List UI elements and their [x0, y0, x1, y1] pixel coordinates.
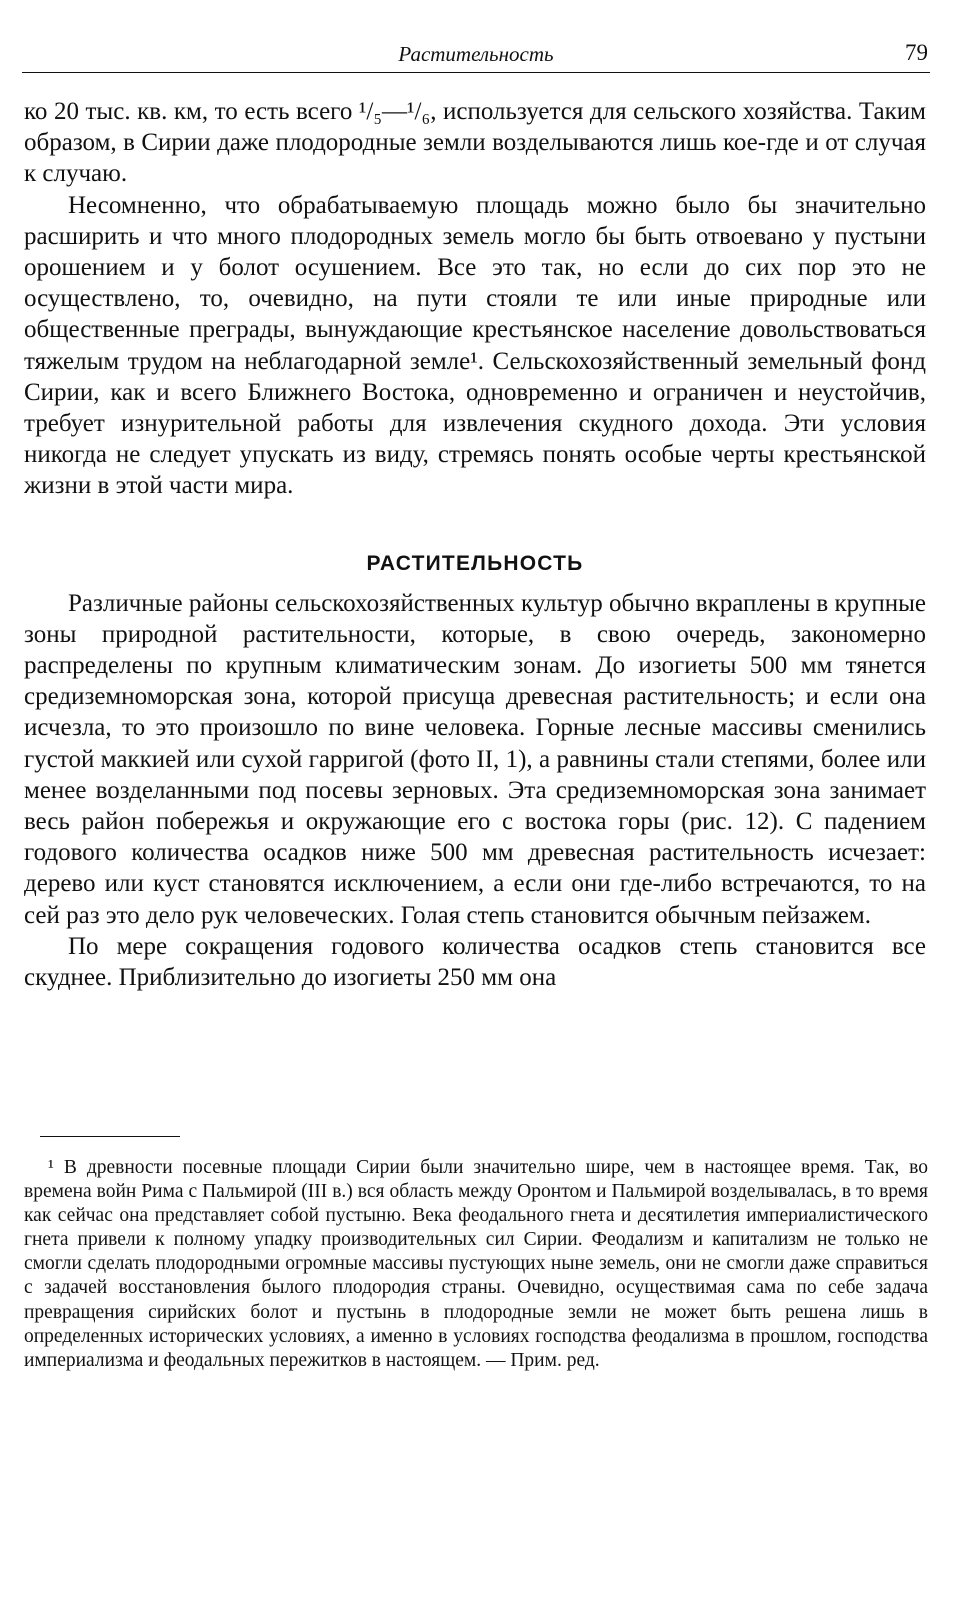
footnote-divider — [40, 1136, 180, 1137]
footnote — [24, 1156, 928, 1373]
section-heading: РАСТИТЕЛЬНОСТЬ — [366, 551, 584, 575]
paragraph-cultivated-area: Несомненно, что обрабатываемую площадь можно было бы значительно расширить и что много плодородных земель могло бы быть отвоевано у пустыни орошением и у болот осушением. Все это так, но если до сих пор это не осуществлено, то, очевидно, на пути стояли те или иные природные или общественные преграды, вынуждающие крестьянское население довольствоваться тяжелым трудом на неблагодарной земле¹. Сельскохозяйственный земельный фонд Сирии, как и всего Ближнего Востока, одновременно и ограничен и неустойчив, требует изнурительной работы для извлечения скудного дохода. Эти условия никогда не следует упускать из виду, стремясь понять особые черты крестьянской жизни в этой части мира. — [24, 191, 926, 500]
running-title: Растительность — [398, 42, 554, 66]
footnote-text: ¹ В древности посевные площади Сирии были значительно шире, чем в настоящее время. Так, во времена войн Рима с Пальмирой (III в.) вся область между Оронтом и Пальмирой возделывалась, в то время как сейчас она представляет собой пустыню. Века феодального гнета и десятилетия империалистического гнета привели к полному упадку производительных сил Сирии. Феодализм и капитализм не только не смогли сделать плодородными огромные массивы пустующих ныне земель, они не смогли даже справиться с задачей восстановления былого плодородия страны. Очевидно, осуществимая сама по себе задача превращения сирийских болот и пустынь в плодородные земли не может быть решена лишь в определенных исторических условиях, а именно в условиях господства феодализма в прошлом, господства империализма и феодальных пережитков в настоящем. — Прим. ред. — [24, 1157, 928, 1371]
paragraph-steppe: По мере сокращения годового количества осадков степь становится все скуднее. Приблизительно до изогиеты 250 мм она — [24, 932, 926, 992]
main-text — [24, 96, 926, 993]
paragraph-vegetation-zones: Различные районы сельскохозяйственных культур обычно вкраплены в крупные зоны природной растительности, которые, в свою очередь, закономерно распределены по крупным климатическим зонам. До изогиеты 500 мм тянется средиземноморская зона, которой присуща древесная растительность; и если она исчезла, то это произошло по вине человека. Горные лесные массивы сменились густой маккией или сухой гарригой (фото II, 1), а равнины стали степями, более или менее возделанными под посевы зерновых. Эта средиземноморская зона занимает весь район побережья и окружающие его с востока горы (рис. 12). С падением годового количества осадков ниже 500 мм древесная растительность исчезает: дерево или куст становятся исключением, а если они где-либо встречаются, то на сей раз это дело рук человеческих. Голая степь становится обычным пейзажем. — [24, 589, 926, 929]
paragraph-continued: ко 20 тыс. кв. км, то есть всего ¹/₅—¹/₆, используется для сельского хозяйства. Таким образом, в Сирии даже плодородные земли возделываются лишь кое-где и от случая к случаю. — [24, 98, 926, 188]
page-number: 79 — [905, 40, 928, 65]
running-header — [22, 38, 930, 73]
